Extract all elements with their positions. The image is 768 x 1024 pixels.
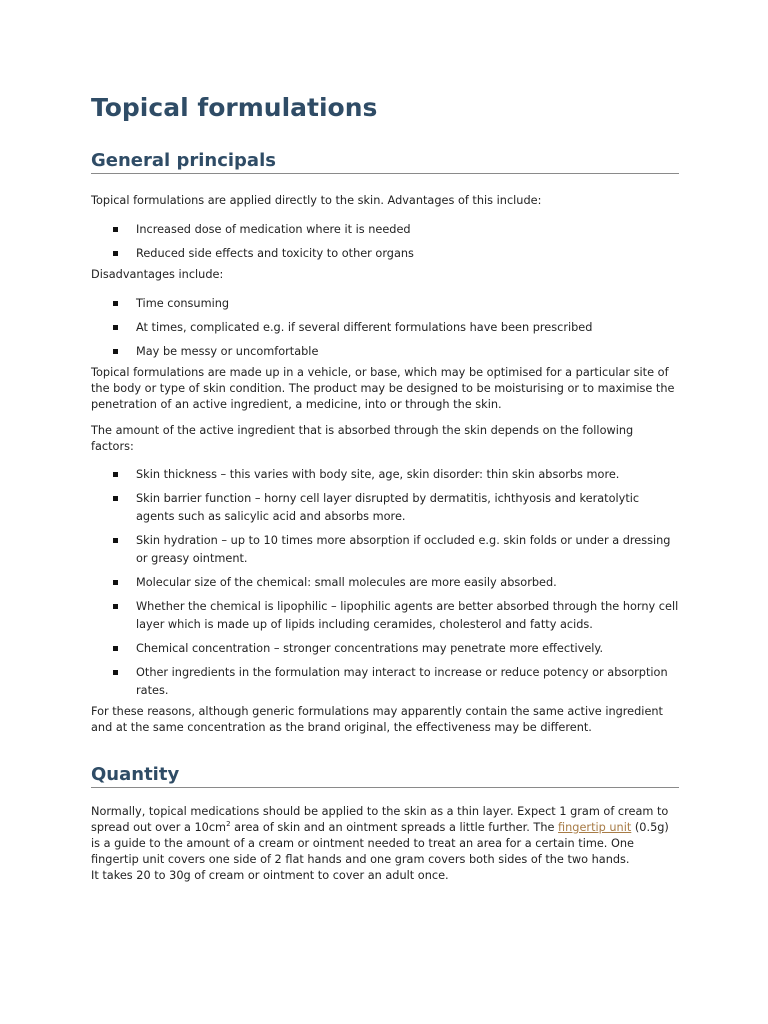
bullet-icon [113, 301, 118, 306]
fingertip-unit-link[interactable]: fingertip unit [558, 821, 632, 834]
reasons-paragraph: For these reasons, although generic formulations may apparently contain the same active ingredient and at the same concentration as the brand original, the effectiveness may be different. [91, 705, 663, 734]
superscript: 2 [226, 820, 231, 829]
bullet-icon [113, 349, 118, 354]
list-item: Increased dose of medication where it is needed [91, 221, 679, 239]
bullet-icon [113, 538, 118, 543]
bullet-icon [113, 472, 118, 477]
list-item: Reduced side effects and toxicity to other organs [91, 245, 679, 263]
section-heading: General principals [91, 150, 679, 174]
bullet-icon [113, 227, 118, 232]
bullet-icon [113, 646, 118, 651]
disadvantages-list [91, 295, 679, 361]
disadvantages-intro: Disadvantages include: [91, 268, 224, 281]
page-title: Topical formulations [91, 93, 378, 122]
absorption-paragraph: The amount of the active ingredient that is absorbed through the skin depends on the following factors: [91, 424, 634, 453]
list-item: At times, complicated e.g. if several different formulations have been prescribed [91, 319, 679, 337]
section-quantity [91, 764, 679, 884]
list-item: Molecular size of the chemical: small molecules are more easily absorbed. [91, 574, 679, 592]
list-item: Skin thickness – this varies with body site, age, skin disorder: thin skin absorbs more. [91, 466, 679, 484]
bullet-icon [113, 325, 118, 330]
list-item: Skin barrier function – horny cell layer disrupted by dermatitis, ichthyosis and keratolytic agents such as salicylic acid and absorbs more. [91, 490, 679, 526]
list-item: Chemical concentration – stronger concentrations may penetrate more effectively. [91, 640, 679, 658]
quantity-paragraph: Normally, topical medications should be applied to the skin as a thin layer. Expect 1 gram of cream to spread out over a $10cm^2$ area of skin and an ointment spreads a little further. The fingertip unit (0.5g) is a guide to the amount of a cream or ointment needed to treat an area for a certain time. One fingertip unit covers one side of 2 flat hands and one gram covers both sides of the two hands. It takes 20 to 30g of cream or ointment to cover an adult once. [91, 805, 669, 882]
bullet-icon [113, 496, 118, 501]
bullet-icon [113, 251, 118, 256]
list-item: Other ingredients in the formulation may interact to increase or reduce potency or absorption rates. [91, 664, 679, 700]
section-heading: Quantity [91, 764, 679, 788]
list-item: Skin hydration – up to 10 times more absorption if occluded e.g. skin folds or under a dressing or greasy ointment. [91, 532, 679, 568]
bullet-icon [113, 604, 118, 609]
list-item: May be messy or uncomfortable [91, 343, 679, 361]
bullet-icon [113, 670, 118, 675]
bullet-icon [113, 580, 118, 585]
factors-list [91, 466, 679, 700]
vehicle-paragraph: Topical formulations are made up in a vehicle, or base, which may be optimised for a particular site of the body or type of skin condition. The product may be designed to be moisturising or to maximise the penetration of an active ingredient, a medicine, into or through the skin. [91, 366, 675, 411]
section-general-principals [91, 150, 679, 736]
intro-paragraph: Topical formulations are applied directly to the skin. Advantages of this include: [91, 194, 542, 207]
advantages-list [91, 221, 679, 263]
list-item: Time consuming [91, 295, 679, 313]
list-item: Whether the chemical is lipophilic – lipophilic agents are better absorbed through the horny cell layer which is made up of lipids including ceramides, cholesterol and fatty acids. [91, 598, 679, 634]
